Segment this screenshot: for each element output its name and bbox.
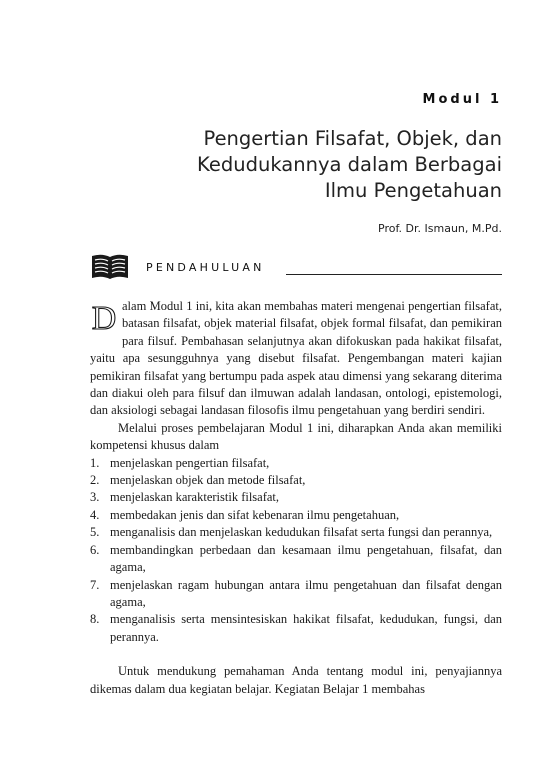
closing-paragraph: Untuk mendukung pemahaman Anda tentang modul ini, penyajiannya dikemas dalam dua kegiatan belajar. Kegiatan Belajar 1 membahas [90, 664, 502, 696]
list-item: 4. membedakan jenis dan sifat kebenaran ilmu pengetahuan, [90, 507, 400, 522]
author-name: Prof. Dr. Ismaun, M.Pd. [378, 222, 502, 235]
chapter-title-line-1: Pengertian Filsafat, Objek, dan [203, 127, 502, 150]
list-item: 1. menjelaskan pengertian filsafat, [90, 455, 270, 470]
paragraph-gap [90, 646, 502, 663]
competency-list [90, 455, 502, 646]
list-item: 3. menjelaskan karakteristik filsafat, [90, 490, 280, 505]
intro-paragraph [90, 298, 502, 420]
list-item: 7. menjelaskan ragam hubungan antara ilmu pengetahuan dan filsafat dengan agama, [90, 577, 502, 609]
section-divider [286, 274, 502, 275]
drop-cap [90, 300, 118, 334]
drop-cap-letter: D [91, 300, 117, 334]
list-item: 2. menjelaskan objek dan metode filsafat, [90, 473, 306, 488]
chapter-title [102, 126, 502, 204]
chapter-title-line-3: Ilmu Pengetahuan [324, 179, 502, 202]
module-label: Modul 1 [422, 92, 502, 107]
section-title: PENDAHULUAN [146, 261, 265, 274]
list-item: 8. menganalisis serta mensintesiskan hakikat filsafat, kedudukan, fungsi, dan perannya. [90, 612, 502, 644]
section-header [90, 252, 502, 282]
intro-text: alam Modul 1 ini, kita akan membahas materi mengenai pengertian filsafat, batasan filsafat, objek material filsafat, objek formal filsafat, dan pemikiran para filsuf. Pembahasan selanjutnya akan difokuskan pada hakikat filsafat, yaitu apa sesungguhnya yang disebut filsafat. Pengembangan materi kajian pemikiran filsafat yang bertumpu pada aspek atau dimensi yang sekarang diterima dan diakui oleh para filsuf dan ilmuwan adalah landasan, ontologi, epistemologi, dan aksiologi sebagai landasan filosofis ilmu pengetahuan yang berdiri sendiri. [90, 299, 502, 418]
body-text [90, 298, 502, 698]
chapter-title-line-2: Kedudukannya dalam Berbagai [197, 153, 502, 176]
open-book-icon [90, 252, 130, 282]
list-item: 5. menganalisis dan menjelaskan kedudukan filsafat serta fungsi dan perannya, [90, 525, 493, 540]
competency-intro: Melalui proses pembelajaran Modul 1 ini, diharapkan Anda akan memiliki kompetensi khusus dalam [90, 420, 502, 453]
list-item: 6. membandingkan perbedaan dan kesamaan ilmu pengetahuan, filsafat, dan agama, [90, 542, 502, 575]
